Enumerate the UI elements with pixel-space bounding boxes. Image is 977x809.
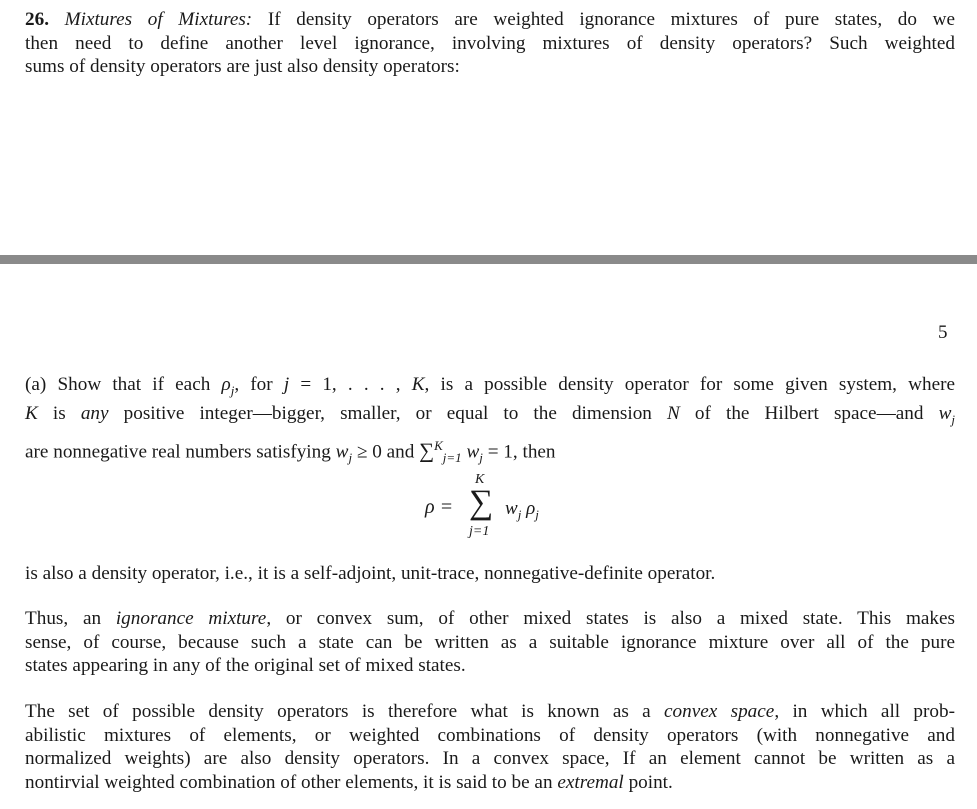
term-extremal: extremal — [557, 771, 624, 793]
part-a-text: Show that if each — [57, 374, 222, 395]
N-symbol: N — [667, 403, 680, 425]
j-symbol: j — [283, 374, 290, 395]
para2-text: , or convex sum, of other mixed states is also a mixed state. This makes — [266, 608, 955, 629]
K-symbol: K — [411, 374, 425, 395]
problem-line-3: sums of density operators are just also density operators: — [25, 56, 460, 77]
para2-line-2: sense, of course, because such a state can be written as a suitable ignorance mixture over all of the pure — [25, 631, 955, 653]
part-a-text: ≥ 0 and — [352, 441, 420, 463]
sum-symbol: ∑ — [419, 438, 435, 463]
problem-line-2: then need to define another level ignorance, involving mixtures of density operators? Such weighted — [25, 32, 955, 54]
subscript-j: j — [348, 449, 353, 465]
para3-text: The set of possible density operators is therefore what is known as a — [25, 701, 665, 722]
para3-text: , in which all prob- — [774, 701, 955, 722]
page-number: 5 — [938, 322, 948, 343]
subscript-j: j — [517, 506, 522, 522]
problem-statement — [25, 8, 955, 79]
equation-lhs: ρ = — [425, 496, 454, 518]
term-ignorance-mixture: ignorance mixture — [115, 608, 267, 629]
equation-sum-symbol: ∑ — [469, 484, 494, 521]
w-symbol: w — [505, 498, 518, 519]
term-convex-space: convex space — [664, 701, 775, 722]
paragraph-ignorance-mixture — [25, 607, 955, 678]
equation-term — [505, 498, 539, 523]
part-a-text: positive integer—bigger, smaller, or equal to the dimension — [108, 403, 667, 425]
part-a-text: = 1, . . . , — [289, 374, 412, 395]
equation-upper-limit: K — [475, 472, 485, 487]
part-a-text: of the Hilbert space—and — [679, 403, 939, 425]
part-a-text: , is a possible density operator for some given system, where — [424, 374, 956, 395]
conclusion-sentence — [25, 562, 955, 586]
part-a-text: , for — [234, 374, 284, 395]
para3-text: nontirvial weighted combination of other elements, it is said to be an — [25, 771, 558, 793]
display-equation — [425, 472, 605, 544]
part-a-text: = 1, then — [482, 441, 556, 463]
subscript-j: j — [479, 449, 483, 465]
part-a-text: is — [37, 403, 81, 425]
w-symbol: w — [466, 441, 480, 463]
para2-text: Thus, an — [25, 608, 116, 629]
K-symbol: K — [25, 403, 38, 425]
equation-lower-limit: j=1 — [469, 524, 490, 539]
para3-text: point. — [623, 771, 673, 793]
part-a — [25, 373, 955, 469]
part-a-text: are nonnegative real numbers satisfying — [25, 441, 336, 463]
rho-symbol: ρ — [221, 374, 231, 395]
problem-number: 26. — [25, 9, 49, 30]
rho-symbol: ρ — [526, 498, 536, 519]
para2-line-3: states appearing in any of the original set of mixed states. — [25, 655, 466, 676]
w-symbol: w — [938, 403, 952, 425]
para3-line-3: normalized weights) are also density operators. In a convex space, If an element cannot be written as a — [25, 748, 955, 769]
para3-line-2: abilistic mixtures of elements, or weighted combinations of density operators (with nonnegative and — [25, 724, 955, 746]
subscript-j: j — [535, 506, 539, 522]
sum-lower-limit: j=1 — [442, 449, 462, 465]
sum-upper-limit: K — [434, 437, 443, 453]
emphasis-any: any — [80, 403, 109, 425]
problem-title: Mixtures of Mixtures: — [64, 9, 253, 30]
paragraph-convex-space — [25, 700, 955, 794]
conclusion-text: is also a density operator, i.e., it is a self-adjoint, unit-trace, nonnegative-definite operator. — [25, 563, 716, 584]
part-a-label: (a) — [25, 374, 47, 395]
w-symbol: w — [335, 441, 349, 463]
page-separator — [0, 255, 977, 264]
problem-line-1: If density operators are weighted ignorance mixtures of pure states, do we — [267, 9, 956, 30]
subscript-j: j — [951, 412, 955, 428]
subscript-j: j — [230, 382, 235, 398]
